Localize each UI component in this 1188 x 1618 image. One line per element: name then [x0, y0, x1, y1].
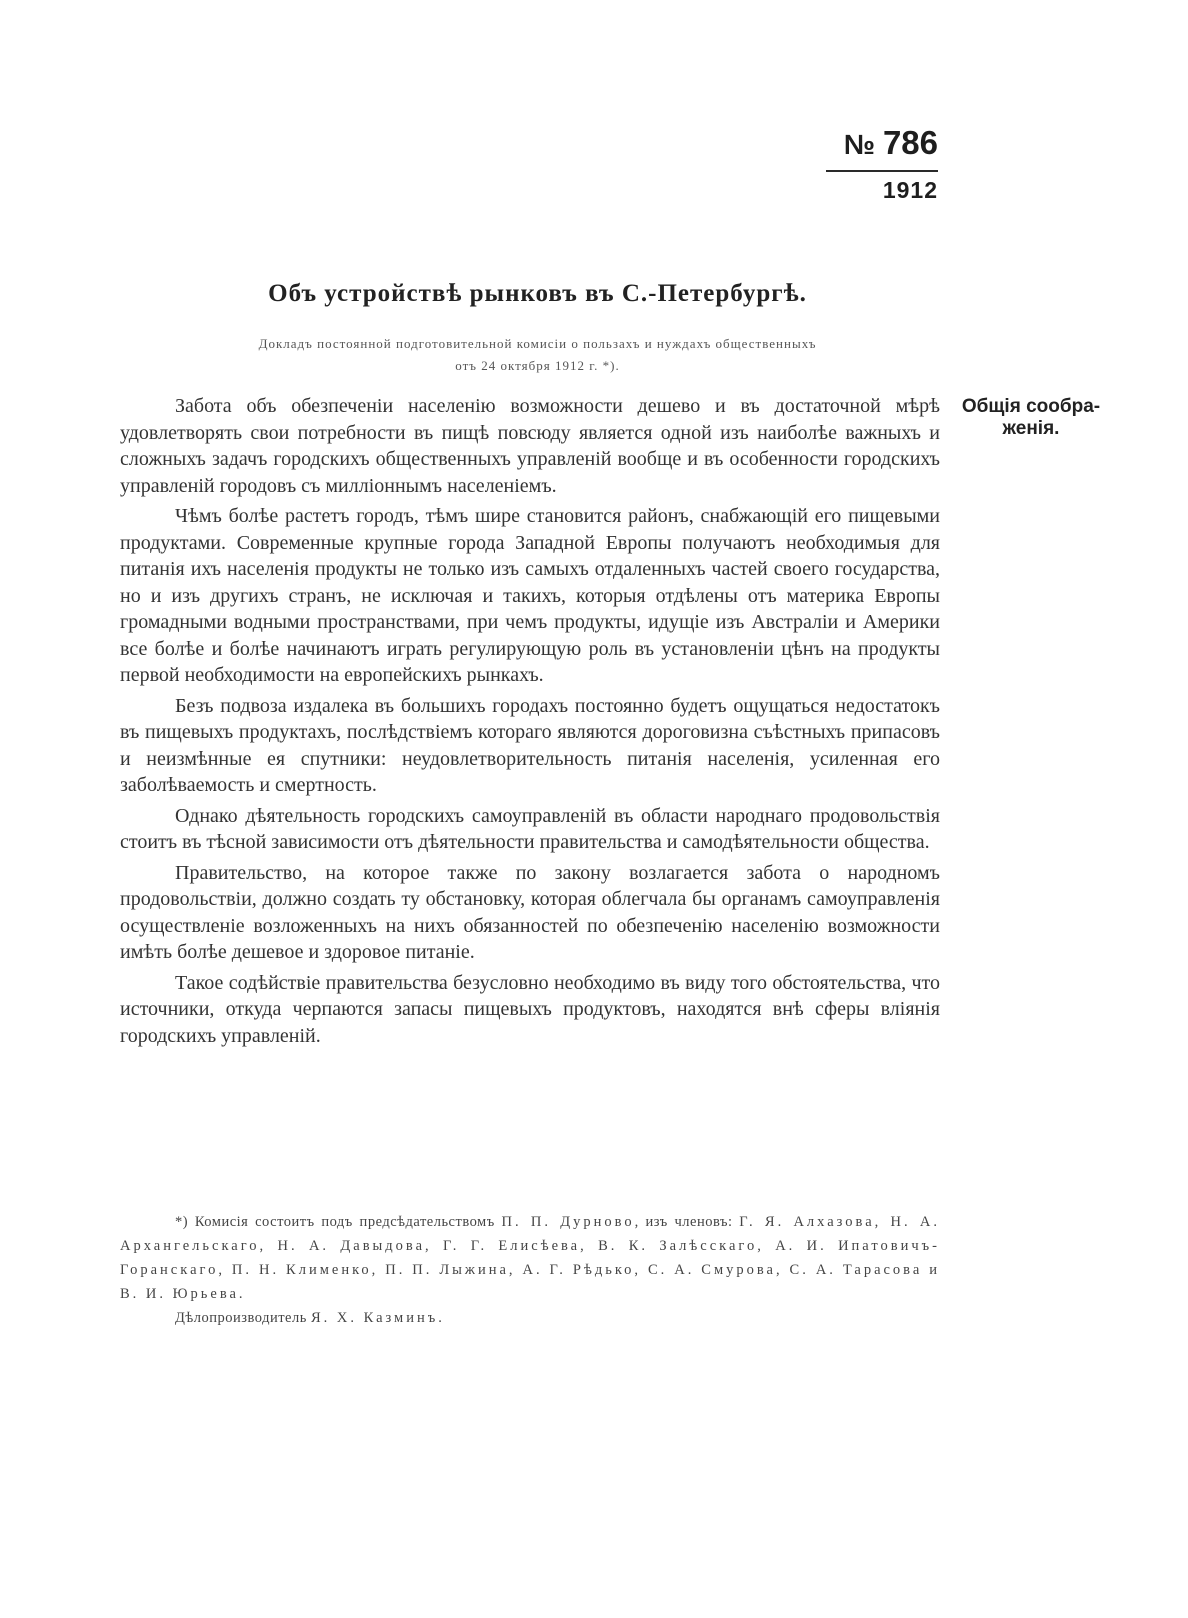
footnote-clerk: Я. Х. Казминъ. — [310, 1310, 445, 1326]
document-number-block — [826, 122, 938, 205]
body-text — [120, 393, 940, 1053]
paragraph: Забота объ обезпеченіи населенію возможности дешево и въ достаточной мѣрѣ удовлетворять свои потребности въ пищѣ повсюду является одной изъ наиболѣе важныхъ и сложныхъ задачъ городскихъ общественныхъ управленій вообще и въ особенности городскихъ управленій городовъ съ милліоннымъ населеніемъ. — [120, 395, 940, 497]
subtitle-line-1: Докладъ постоянной подготовительной комисіи о пользахъ и нуждахъ общественныхъ — [258, 336, 817, 351]
margin-note-line-1: Общія сообра- — [961, 396, 1101, 417]
document-year: 1912 — [882, 177, 938, 203]
margin-note-line-2: женія. — [1002, 418, 1060, 439]
paragraph: Такое содѣйствіе правительства безусловно необходимо въ виду того обстоятельства, что источники, откуда черпаются запасы пищевыхъ продуктовъ, находятся внѣ сферы вліянія городскихъ управленій. — [120, 971, 940, 1047]
number-sign: № — [843, 129, 875, 160]
footnote — [120, 1210, 940, 1330]
footnote-intro: *) Комисія состоитъ подъ предсѣдательствомъ — [175, 1214, 502, 1230]
paragraph: Чѣмъ болѣе растетъ городъ, тѣмъ шире становится районъ, снабжающій его пищевыми продуктами. Современные крупные города Западной Европы получаютъ необходимыя для питанія ихъ населенія продукты не только изъ самыхъ отдаленныхъ частей своего государства, но и изъ другихъ странъ, не исключая и такихъ, которыя отдѣлены отъ материка Европы громадными водными пространствами, при чемъ продукты, идущіе изъ Австраліи и Америки все болѣе и болѣе начинаютъ играть регулирующую роль въ установленіи цѣнъ на продукты первой необходимости на европейскихъ рынкахъ. — [120, 505, 940, 686]
paragraph: Правительство, на которое также по закону возлагается забота о народномъ продовольствіи, должно создать ту обстановку, которая облегчала бы органамъ самоуправленія осуществленіе возложенныхъ на нихъ обязанностей по обезпеченію населенію возможности имѣть болѣе дешевое и здоровое питаніе. — [120, 861, 940, 963]
subtitle-line-2: отъ 24 октября 1912 г. *). — [455, 358, 620, 373]
document-number — [826, 122, 938, 172]
footnote-commission — [120, 1210, 940, 1306]
margin-note — [946, 396, 1116, 440]
number-value: 786 — [882, 124, 938, 161]
document-title: Объ устройствѣ рынковъ въ С.-Петербургѣ. — [268, 280, 807, 307]
paragraph: Однако дѣятельность городскихъ самоуправленій въ области народнаго продовольствія стоитъ въ тѣсной зависимости отъ дѣятельности правительства и самодѣятельности общества. — [120, 804, 940, 853]
footnote-clerk-line — [120, 1306, 940, 1330]
document-subtitle — [120, 333, 955, 377]
paragraph: Безъ подвоза издалека въ большихъ городахъ постоянно будетъ ощущаться недостатокъ въ пищевыхъ продуктахъ, послѣдствіемъ котораго являются дороговизна съѣстныхъ припасовъ и неизмѣнные ея спутники: неудовлетворительность питанія населенія, усиленная его заболѣваемость и смертность. — [120, 694, 940, 796]
footnote-chair: П. П. Дурново — [501, 1214, 635, 1230]
footnote-clerk-label: Дѣлопроизводитель — [175, 1310, 311, 1326]
footnote-members-intro: , изъ членовъ: — [634, 1214, 740, 1230]
footnote-members: Г. Я. Алхазова, Н. А. Архангельскаго, Н. А. Давыдова, Г. Г. Елисѣева, В. К. Залѣсскаго, А. И. Ипатовичъ-Горанскаго, П. Н. Клименко, П. П. Лыжина, А. Г. Рѣдько, С. А. Смурова, С. А. Тарасова и В. И. Юрьева. — [120, 1214, 940, 1302]
